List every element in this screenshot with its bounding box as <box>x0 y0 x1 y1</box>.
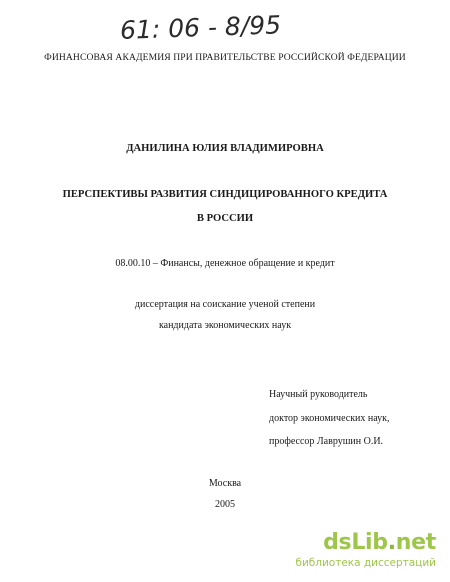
archive-stamp-text: 61: 06 - 8/95 <box>119 10 282 45</box>
dissertation-title-line-2: В РОССИИ <box>196 213 254 224</box>
watermark-subtitle: библиотека диссертаций <box>295 557 436 569</box>
author-name: ДАНИЛИНА ЮЛИЯ ВЛАДИМИРОВНА <box>126 143 324 154</box>
watermark-logo <box>286 532 436 554</box>
watermark-logo-dot: . <box>387 530 396 555</box>
degree-line-2: кандидата экономических наук <box>158 320 292 331</box>
dissertation-title-line-1: ПЕРСПЕКТИВЫ РАЗВИТИЯ СИНДИЦИРОВАННОГО КРЕДИТА <box>62 189 388 200</box>
institution-name: ФИНАНСОВАЯ АКАДЕМИЯ ПРИ ПРАВИТЕЛЬСТВЕ РОССИЙСКОЙ ФЕДЕРАЦИИ <box>44 52 406 63</box>
year: 2005 <box>215 499 235 510</box>
watermark-logo-tld: net <box>395 530 436 555</box>
specialty-code: 08.00.10 – Финансы, денежное обращение и кредит <box>115 258 335 269</box>
watermark-logo-main: dsLib <box>323 530 388 555</box>
advisor-degree: доктор экономических наук, <box>269 413 390 424</box>
city: Москва <box>208 478 242 489</box>
watermark <box>286 532 436 572</box>
advisor-name: профессор Лаврушин О.И. <box>269 436 384 447</box>
advisor-heading: Научный руководитель <box>269 389 368 400</box>
degree-line-1: диссертация на соискание ученой степени <box>134 299 316 310</box>
handwritten-archive-stamp <box>118 8 288 48</box>
